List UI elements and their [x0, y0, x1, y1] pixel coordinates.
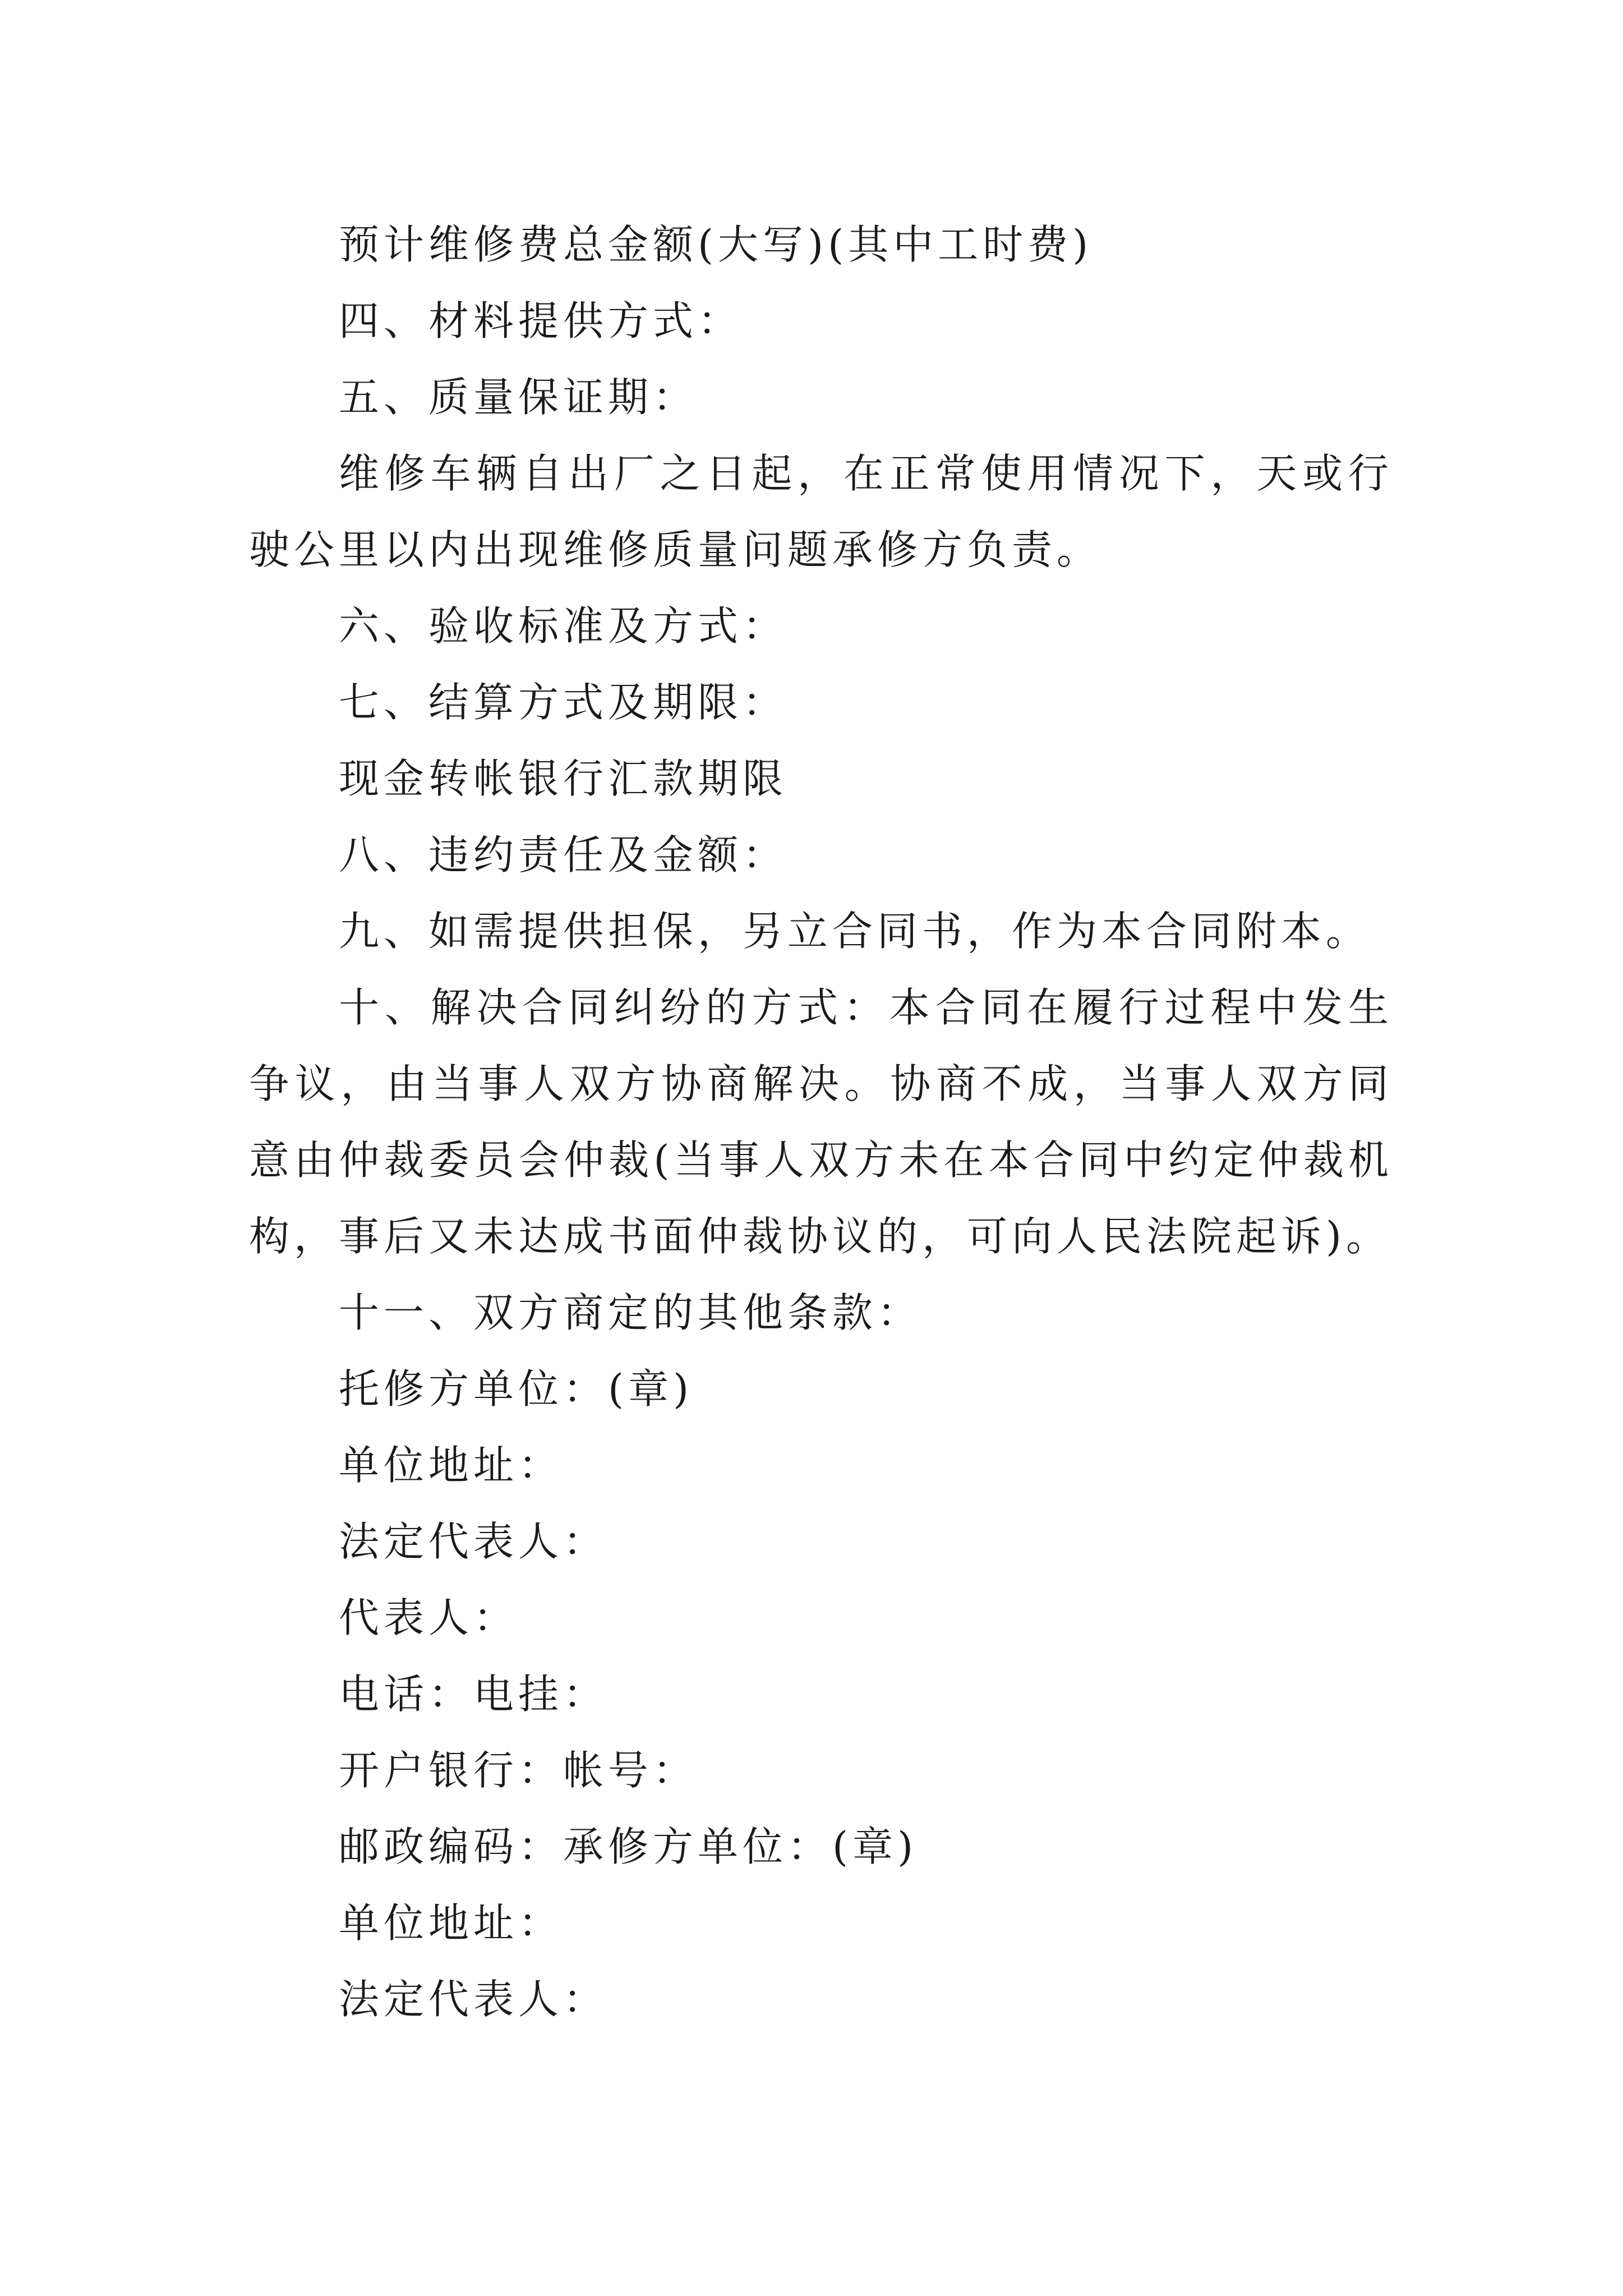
dispute-resolution-clause: 十、解决合同纠纷的方式：本合同在履行过程中发生争议，由当事人双方协商解决。协商不成，当事人双方同意由仲裁委员会仲裁(当事人双方未在本合同中约定仲裁机构，事后又未达成书面仲裁协议的，可向人民法院起诉)。	[249, 984, 1393, 1260]
contractor-legal-rep-line: 法定代表人：	[339, 1976, 608, 2023]
breach-liability-heading: 八、违约责任及金额：	[339, 831, 788, 878]
client-representative-line: 代表人：	[339, 1594, 519, 1641]
contractor-address-line: 单位地址：	[339, 1899, 564, 1947]
estimated-repair-cost-line: 预计维修费总金额(大写)(其中工时费)	[339, 221, 1093, 268]
client-bank-line: 开户银行：帐号：	[339, 1747, 698, 1794]
client-phone-line: 电话：电挂：	[339, 1671, 608, 1718]
material-supply-heading: 四、材料提供方式：	[339, 297, 743, 344]
guarantee-clause: 九、如需提供担保，另立合同书，作为本合同附本。	[339, 908, 1371, 955]
client-address-line: 单位地址：	[339, 1442, 564, 1489]
client-legal-rep-line: 法定代表人：	[339, 1518, 608, 1565]
document-body	[249, 206, 1393, 2037]
acceptance-standard-heading: 六、验收标准及方式：	[339, 602, 788, 650]
postcode-contractor-line: 邮政编码：承修方单位：(章)	[339, 1823, 918, 1870]
settlement-method-heading: 七、结算方式及期限：	[339, 679, 788, 726]
client-unit-line: 托修方单位：(章)	[339, 1365, 694, 1412]
settlement-method-text: 现金转帐银行汇款期限	[339, 755, 788, 802]
warranty-period-heading: 五、质量保证期：	[339, 374, 698, 421]
other-terms-heading: 十一、双方商定的其他条款：	[339, 1289, 923, 1336]
warranty-period-text: 维修车辆自出厂之日起，在正常使用情况下，天或行驶公里以内出现维修质量问题承修方负责。	[249, 450, 1393, 573]
